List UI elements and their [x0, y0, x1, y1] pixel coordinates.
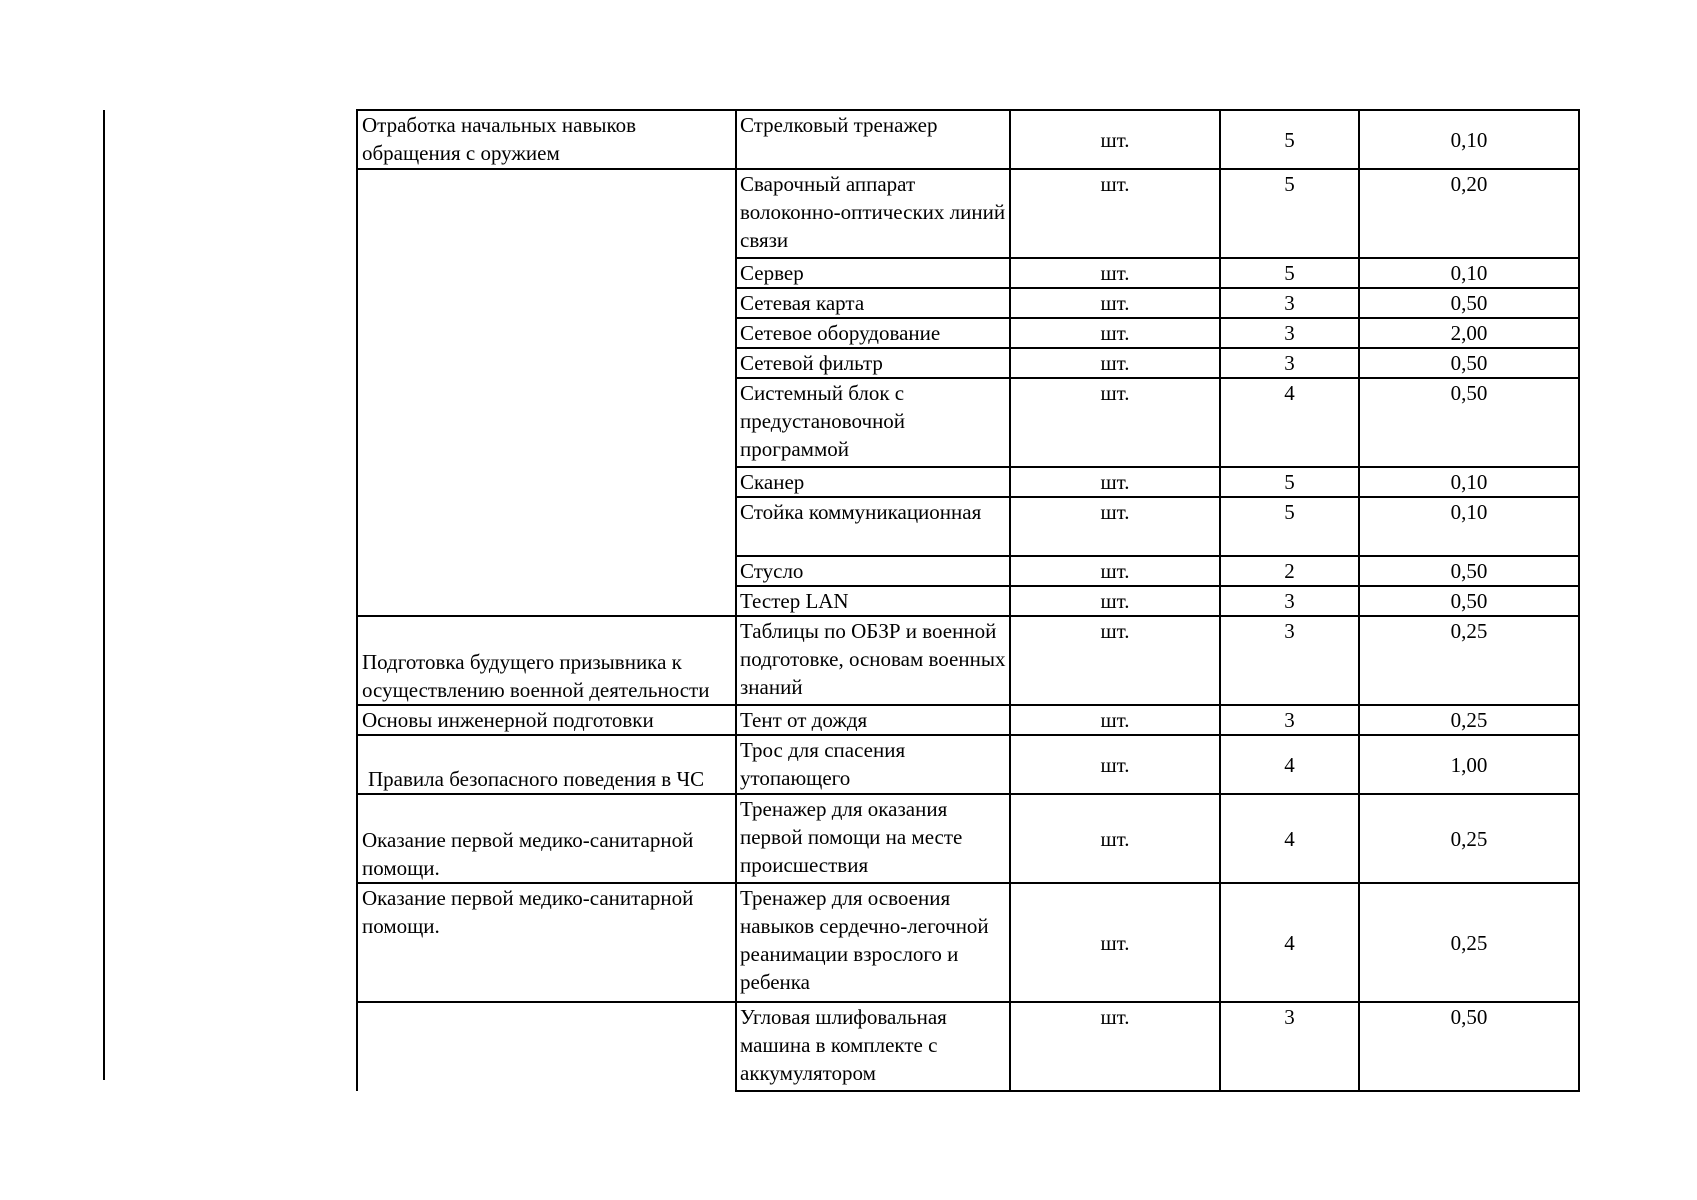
norm-cell: 1,00: [1359, 735, 1579, 794]
equipment-table-container: [356, 109, 1580, 1092]
unit-cell: шт.: [1010, 586, 1220, 616]
unit-cell: шт.: [1010, 169, 1220, 258]
qty-cell: 4: [1220, 883, 1359, 1002]
topic-cell: Оказание первой медико-санитарной помощи.: [357, 794, 736, 883]
qty-cell: 3: [1220, 1002, 1359, 1091]
qty-cell: 4: [1220, 794, 1359, 883]
unit-cell: шт.: [1010, 794, 1220, 883]
norm-cell: 0,25: [1359, 794, 1579, 883]
qty-cell: 4: [1220, 735, 1359, 794]
equipment-table: [356, 109, 1580, 1092]
table-row: [357, 794, 1579, 883]
unit-cell: шт.: [1010, 258, 1220, 288]
qty-cell: 3: [1220, 705, 1359, 735]
qty-cell: 5: [1220, 467, 1359, 497]
norm-cell: 0,25: [1359, 616, 1579, 705]
unit-cell: шт.: [1010, 556, 1220, 586]
item-cell: Угловая шлифовальная машина в комплекте с аккумулятором: [736, 1002, 1010, 1091]
unit-cell: шт.: [1010, 616, 1220, 705]
norm-cell: 0,25: [1359, 883, 1579, 1002]
norm-cell: 0,50: [1359, 586, 1579, 616]
norm-cell: 0,10: [1359, 467, 1579, 497]
item-cell: Тренажер для освоения навыков сердечно-легочной реанимации взрослого и ребенка: [736, 883, 1010, 1002]
norm-cell: 0,50: [1359, 556, 1579, 586]
unit-cell: шт.: [1010, 735, 1220, 794]
table-row: [357, 705, 1579, 735]
item-cell: Сетевое оборудование: [736, 318, 1010, 348]
norm-cell: 0,10: [1359, 110, 1579, 169]
unit-cell: шт.: [1010, 467, 1220, 497]
item-cell: Сварочный аппарат волоконно-оптических линий связи: [736, 169, 1010, 258]
unit-cell: шт.: [1010, 883, 1220, 1002]
item-cell: Стойка коммуникационная: [736, 497, 1010, 556]
unit-cell: шт.: [1010, 378, 1220, 467]
topic-cell: Правила безопасного поведения в ЧС: [357, 735, 736, 794]
topic-cell: Основы инженерной подготовки: [357, 705, 736, 735]
unit-cell: шт.: [1010, 318, 1220, 348]
unit-cell: шт.: [1010, 110, 1220, 169]
unit-cell: шт.: [1010, 705, 1220, 735]
table-row: [357, 110, 1579, 169]
item-cell: Сервер: [736, 258, 1010, 288]
item-cell: Тент от дождя: [736, 705, 1010, 735]
unit-cell: шт.: [1010, 1002, 1220, 1091]
topic-cell: Отработка начальных навыков обращения с оружием: [357, 110, 736, 169]
item-cell: Сетевой фильтр: [736, 348, 1010, 378]
qty-cell: 5: [1220, 497, 1359, 556]
item-cell: Сетевая карта: [736, 288, 1010, 318]
item-cell: Тестер LAN: [736, 586, 1010, 616]
qty-cell: 3: [1220, 288, 1359, 318]
table-row: [357, 883, 1579, 1002]
item-cell: Трос для спасения утопающего: [736, 735, 1010, 794]
topic-cell: Оказание первой медико-санитарной помощи.: [357, 883, 736, 1002]
unit-cell: шт.: [1010, 348, 1220, 378]
norm-cell: 0,50: [1359, 348, 1579, 378]
table-row: [357, 169, 1579, 258]
qty-cell: 5: [1220, 258, 1359, 288]
qty-cell: 3: [1220, 348, 1359, 378]
item-cell: Тренажер для оказания первой помощи на месте происшествия: [736, 794, 1010, 883]
qty-cell: 5: [1220, 110, 1359, 169]
norm-cell: 0,10: [1359, 258, 1579, 288]
norm-cell: 2,00: [1359, 318, 1579, 348]
unit-cell: шт.: [1010, 497, 1220, 556]
item-cell: Стусло: [736, 556, 1010, 586]
norm-cell: 0,50: [1359, 378, 1579, 467]
topic-cell: [357, 169, 736, 616]
norm-cell: 0,20: [1359, 169, 1579, 258]
unit-cell: шт.: [1010, 288, 1220, 318]
qty-cell: 2: [1220, 556, 1359, 586]
qty-cell: 4: [1220, 378, 1359, 467]
norm-cell: 0,50: [1359, 1002, 1579, 1091]
item-cell: Таблицы по ОБЗР и военной подготовке, основам военных знаний: [736, 616, 1010, 705]
item-cell: Системный блок с предустановочной программой: [736, 378, 1010, 467]
table-row: [357, 616, 1579, 705]
table-row: [357, 735, 1579, 794]
qty-cell: 3: [1220, 318, 1359, 348]
table-row: [357, 1002, 1579, 1091]
topic-cell: [357, 1002, 736, 1091]
qty-cell: 5: [1220, 169, 1359, 258]
item-cell: Стрелковый тренажер: [736, 110, 1010, 169]
qty-cell: 3: [1220, 616, 1359, 705]
qty-cell: 3: [1220, 586, 1359, 616]
norm-cell: 0,10: [1359, 497, 1579, 556]
item-cell: Сканер: [736, 467, 1010, 497]
topic-cell: Подготовка будущего призывника к осуществлению военной деятельности: [357, 616, 736, 705]
norm-cell: 0,25: [1359, 705, 1579, 735]
left-margin-rule: [103, 110, 105, 1080]
norm-cell: 0,50: [1359, 288, 1579, 318]
